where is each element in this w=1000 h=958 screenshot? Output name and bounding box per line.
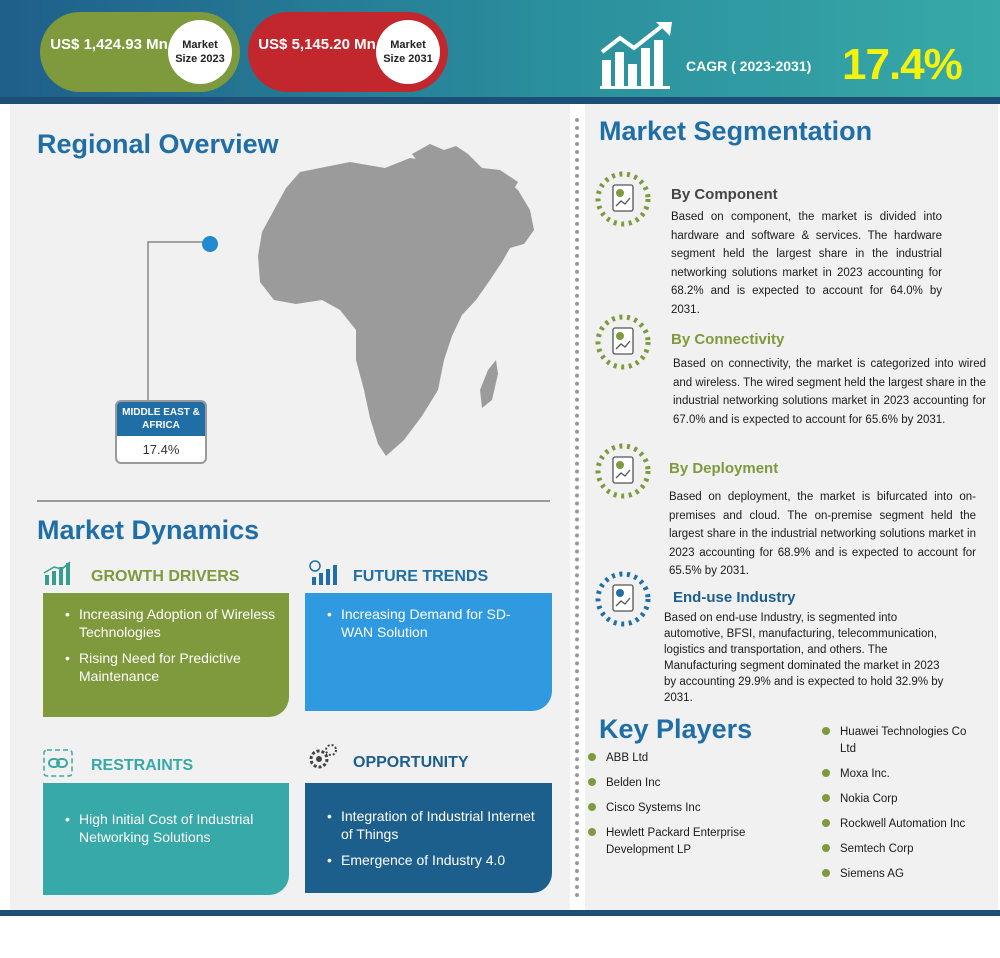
market-size-2031-value: US$ 5,145.20 Mn: [258, 36, 376, 53]
region-callout-line: [145, 236, 225, 406]
growth-drivers-title: GROWTH DRIVERS: [91, 568, 240, 585]
cagr-label: CAGR ( 2023-2031): [686, 58, 812, 74]
cagr-value: 17.4%: [842, 40, 962, 89]
list-item: • Emergence of Industry 4.0: [325, 851, 540, 869]
footer-bar: [0, 910, 1000, 916]
list-item: • Increasing Demand for SD-WAN Solution: [325, 605, 540, 641]
opportunity-title: OPPORTUNITY: [353, 754, 469, 771]
list-item: ABB Ltd: [588, 750, 788, 767]
market-size-2023-label: Market Size 2023: [168, 20, 232, 84]
opportunity-box: [305, 783, 552, 893]
list-item: Siemens AG: [822, 866, 982, 883]
list-item: • Integration of Industrial Internet of Things: [325, 807, 540, 843]
future-trends-box: [305, 593, 552, 711]
list-item: Hewlett Packard Enterprise Development LP: [588, 825, 788, 859]
section-divider: [37, 500, 550, 502]
growth-chart-icon: [600, 22, 678, 92]
trend-chart-icon: [308, 559, 340, 587]
list-item: Rockwell Automation Inc: [822, 816, 982, 833]
market-size-2031-pill: [248, 12, 448, 92]
link-icon: [42, 748, 74, 778]
list-item: • Rising Need for Predictive Maintenance: [63, 649, 277, 685]
segment-text-connectivity: Based on connectivity, the market is categorized into wired and wireless. The wired segment held the largest share in the industrial networking solutions market in 2023 accounting for 67.0% and is expected to account for 65.6% by 2031.: [673, 358, 987, 426]
growth-drivers-box: [43, 593, 289, 717]
segment-title-connectivity: By Connectivity: [671, 331, 785, 348]
list-item: • High Initial Cost of Industrial Networking Solutions: [63, 810, 277, 846]
market-segmentation-title: Market Segmentation: [599, 116, 873, 146]
market-size-2023-value: US$ 1,424.93 Mn: [50, 36, 168, 53]
future-trends-title: FUTURE TRENDS: [353, 568, 489, 585]
bar-chart-icon: [42, 561, 72, 587]
segment-text-end-use: Based on end-use Industry, is segmented into automotive, BFSI, manufacturing, telecommunication, logistics and transportation, and others. The Manufacturing segment dominated the market in 2023 by accounting 29.9% and is expected to hold 32.9% by 2031.: [664, 612, 944, 704]
key-players-title: Key Players: [599, 714, 753, 744]
segment-text-deployment: Based on deployment, the market is bifurcated into on-premises and cloud. The on-premise segment held the largest share in the industrial networking solutions market in 2023 accounting for 68.9% and is expected to account for 65.5% by 2031.: [669, 491, 976, 577]
document-chart-icon: [594, 570, 652, 628]
key-players-list-1: [588, 750, 788, 859]
segment-title-deployment: By Deployment: [669, 460, 779, 477]
segment-text-component: Based on component, the market is divided into hardware and software & services. The hardware segment held the largest share in the industrial networking solutions market in 2023 accounting for 68.2% and is expected to account for 64.0% by 2031.: [671, 211, 942, 316]
header-banner: [0, 0, 1000, 104]
document-chart-icon: [594, 170, 652, 228]
list-item: Moxa Inc.: [822, 766, 982, 783]
restraints-box: [43, 783, 289, 895]
gear-icon: [306, 743, 338, 773]
list-item: Belden Inc: [588, 775, 788, 792]
dotted-divider: [575, 118, 579, 898]
market-dynamics-title: Market Dynamics: [37, 515, 260, 545]
restraints-title: RESTRAINTS: [91, 757, 194, 774]
list-item: Nokia Corp: [822, 791, 982, 808]
region-callout: [115, 400, 207, 464]
africa-map: [230, 140, 570, 470]
list-item: Huawei Technologies Co Ltd: [822, 724, 982, 758]
market-size-2023-pill: [40, 12, 240, 92]
region-name: MIDDLE EAST & AFRICA: [117, 402, 205, 436]
segment-title-component: By Component: [671, 186, 778, 203]
market-size-2031-label: Market Size 2031: [376, 20, 440, 84]
region-cagr-value: 17.4%: [142, 442, 180, 457]
list-item: Semtech Corp: [822, 841, 982, 858]
segment-title-end-use: End-use Industry: [673, 589, 796, 606]
key-players-list-2: [822, 724, 982, 883]
document-chart-icon: [594, 442, 652, 500]
list-item: • Increasing Adoption of Wireless Technologies: [63, 605, 277, 641]
regional-overview-title: Regional Overview: [37, 129, 279, 159]
list-item: Cisco Systems Inc: [588, 800, 788, 817]
document-chart-icon: [594, 313, 652, 371]
